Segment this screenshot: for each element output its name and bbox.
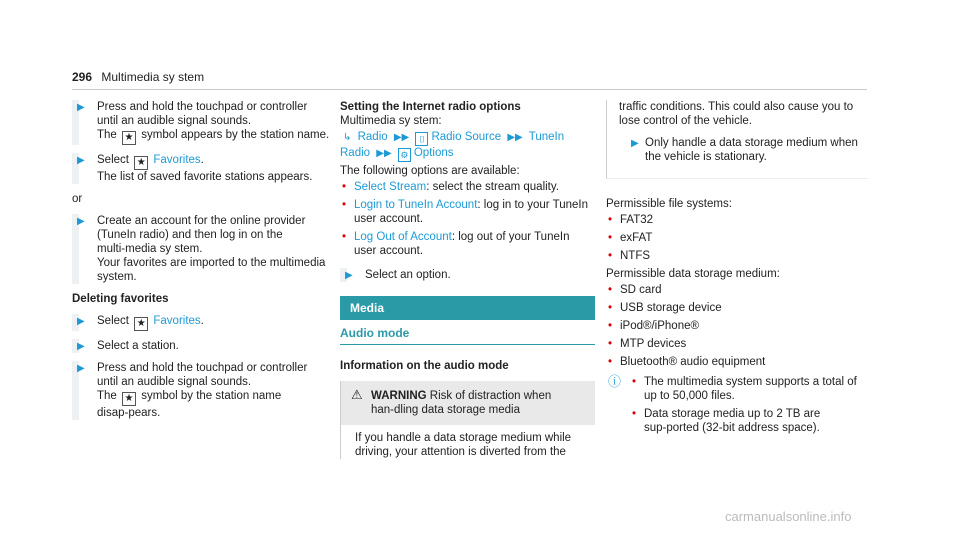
page-number: 296 <box>72 70 93 84</box>
list-item: • Select Stream: select the stream quality. <box>340 180 595 194</box>
fs-list <box>606 213 868 263</box>
warning-triangle-icon: ⚠ <box>351 387 363 402</box>
section-heading: Setting the Internet radio options <box>340 101 521 113</box>
page-header <box>72 70 204 84</box>
warning-label: WARNING <box>371 390 427 402</box>
system-label: Multimedia sy stem: <box>340 115 442 127</box>
star-icon: ★ <box>134 317 148 331</box>
list-item: • MTP devices <box>606 337 868 351</box>
options-icon: ⚙ <box>398 148 411 162</box>
info-heading: Information on the audio mode <box>340 360 509 372</box>
favorites-link[interactable]: Favorites <box>153 154 201 166</box>
step: ▶ Select a station. <box>72 339 330 353</box>
path-tunein[interactable]: TuneIn Radio <box>340 131 565 159</box>
arrow-icon: ▶ <box>345 270 353 281</box>
list-item: • iPod®/iPhone® <box>606 319 868 333</box>
logout-link[interactable]: Log Out of Account <box>354 231 452 243</box>
list-item: • NTFS <box>606 249 868 263</box>
warning-box <box>340 381 595 459</box>
arrow-icon: ▶ <box>77 155 85 166</box>
options-list <box>340 180 595 258</box>
path-options[interactable]: Options <box>413 147 454 159</box>
info-icon: ⓘ <box>608 374 622 389</box>
arrow-icon: ▶ <box>77 316 85 327</box>
following-text: The following options are available: <box>340 165 520 177</box>
double-chevron-icon: ▶▶ <box>393 132 410 143</box>
path-radio-source[interactable]: Radio Source <box>431 131 502 143</box>
return-arrow-icon: ↳ <box>343 132 352 143</box>
select-stream-link[interactable]: Select Stream <box>354 181 427 193</box>
step: ▶ Select ★ Favorites. The list of saved favorite stations appears. <box>72 153 330 184</box>
warning-continuation: traffic conditions. This could also cause you to lose control of the vehicle. ▶ Only handle a data storage medium when the vehicle is stationary. <box>606 100 868 179</box>
list-item: • SD card <box>606 283 868 297</box>
step: ▶ Create an account for the online provider (TuneIn radio) and then log in on the multi‑media sy stem. Your favorites are imported to the multimedia system. <box>72 214 330 284</box>
warning-body: If you handle a data storage medium while driving, your attention is diverted from the <box>355 432 572 458</box>
double-chevron-icon: ▶▶ <box>507 132 523 143</box>
star-icon: ★ <box>134 156 148 170</box>
star-icon: ★ <box>122 392 136 406</box>
arrow-icon: ▶ <box>77 216 85 227</box>
step: ▶ Press and hold the touchpad or controller until an audible signal sounds. The ★ symbol appears by the station name. <box>72 100 330 145</box>
step: ▶ Press and hold the touchpad or controller until an audible signal sounds. The ★ symbol by the station name disap‑pears. <box>72 361 330 420</box>
media-section-bar: Media <box>340 296 595 320</box>
menu-path <box>340 130 595 162</box>
media-heading: Permissible data storage medium: <box>606 268 780 280</box>
list-item: • Log Out of Account: log out of your TuneIn user account. <box>340 230 595 258</box>
section-heading: Deleting favorites <box>72 293 169 305</box>
list-item: • exFAT <box>606 231 868 245</box>
list-item: • FAT32 <box>606 213 868 227</box>
column-2 <box>340 100 595 459</box>
page-title: Multimedia sy stem <box>101 70 205 84</box>
arrow-icon: ▶ <box>77 341 85 352</box>
warning-text: Risk of distraction when han‑dling data storage media <box>371 390 552 416</box>
arrow-icon: ▶ <box>77 363 85 374</box>
path-radio[interactable]: Radio <box>357 131 388 143</box>
double-chevron-icon: ▶▶ <box>376 148 392 159</box>
step: ▶ Select an option. <box>340 268 595 282</box>
arrow-icon: ▶ <box>631 138 639 149</box>
list-item: • The multimedia system supports a total of up to 50,000 files. <box>630 375 868 403</box>
watermark: carmanualsonline.info <box>725 509 852 524</box>
media-list <box>606 283 868 369</box>
star-icon: ★ <box>122 131 136 145</box>
step: ▶ Select ★ Favorites. <box>72 314 330 331</box>
step: ▶ Only handle a data storage medium when the vehicle is stationary. <box>631 137 858 163</box>
list-item: • Login to TuneIn Account: log in to your TuneIn user account. <box>340 198 595 226</box>
favorites-link[interactable]: Favorites <box>153 315 201 327</box>
list-item: • USB storage device <box>606 301 868 315</box>
source-icon: ⌷ <box>415 132 428 146</box>
column-3 <box>606 100 868 439</box>
fs-heading: Permissible file systems: <box>606 198 732 210</box>
or-text: or <box>72 193 83 205</box>
audio-mode-heading: Audio mode <box>340 326 595 345</box>
header-rule <box>72 89 867 90</box>
login-tunein-link[interactable]: Login to TuneIn Account <box>354 199 478 211</box>
list-item: • Bluetooth® audio equipment <box>606 355 868 369</box>
arrow-icon: ▶ <box>77 102 85 113</box>
list-item: • Data storage media up to 2 TB are sup‑ported (32-bit address space). <box>630 407 868 435</box>
column-1 <box>72 100 330 428</box>
note-box <box>606 375 868 435</box>
